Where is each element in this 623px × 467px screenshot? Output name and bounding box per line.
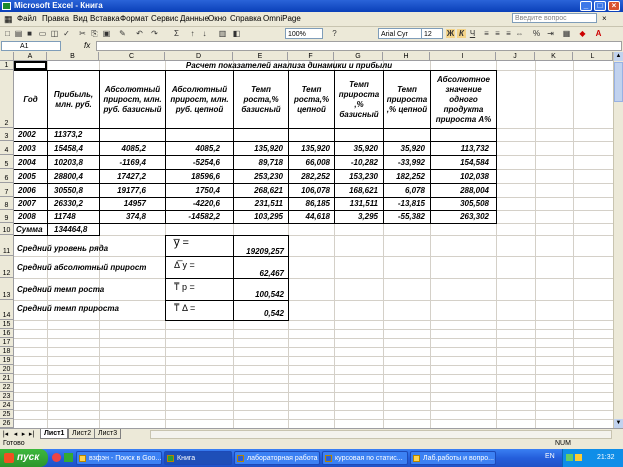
cell[interactable]: 2003	[18, 144, 36, 153]
row-header[interactable]: 26	[0, 419, 14, 428]
header-abs-chain: Абсолютный прирост, млн. руб. цепной	[170, 84, 229, 114]
cell[interactable]: 2008	[18, 212, 36, 221]
cell[interactable]: 44,618	[305, 212, 330, 221]
cell[interactable]: 28800,4	[54, 172, 83, 181]
excel-icon	[167, 455, 174, 462]
percent-icon[interactable]: %	[532, 29, 541, 38]
language-indicator[interactable]: EN	[545, 453, 555, 460]
maximize-button[interactable]: □	[594, 1, 606, 11]
scroll-up-icon[interactable]: ▲	[615, 53, 622, 59]
taskbar-button-label: взфэн - Поиск в Goo...	[89, 455, 162, 462]
col-header-l[interactable]: L	[573, 52, 613, 61]
cell[interactable]: -4220,6	[192, 199, 220, 208]
row-headers	[0, 61, 14, 428]
cell[interactable]: 2006	[18, 186, 36, 195]
cell[interactable]: 2005	[18, 172, 36, 181]
sheet-tab-3[interactable]: Лист3	[94, 429, 121, 439]
quicklaunch-opera-icon[interactable]	[52, 453, 61, 462]
menu-omnipage[interactable]: OmniPage	[263, 14, 301, 23]
row-header[interactable]: 18	[0, 347, 14, 356]
header-one-percent: Абсолютное значение одного продукта прироста А%	[435, 74, 492, 124]
last-sheet-icon[interactable]: ▸|	[28, 431, 35, 438]
menu-edit[interactable]: Правка	[42, 14, 70, 23]
summary-symbol: T̅ p =	[174, 282, 195, 292]
cell[interactable]: 14957	[123, 199, 146, 208]
select-all-corner[interactable]	[0, 52, 14, 61]
cell[interactable]: 2007	[18, 199, 36, 208]
taskbar-button-lab[interactable]	[234, 451, 320, 465]
col-header-f[interactable]: F	[288, 52, 334, 61]
ask-question-input[interactable]: Введите вопрос	[512, 13, 597, 23]
row-header[interactable]: 19	[0, 356, 14, 365]
col-header-j[interactable]: J	[496, 52, 535, 61]
sheet-menu-icon[interactable]: ▦	[4, 14, 13, 24]
word-icon	[237, 455, 244, 462]
row-header[interactable]: 24	[0, 401, 14, 410]
tray-volume-icon[interactable]	[575, 454, 582, 461]
summary-label[interactable]: Средний абсолютный прирост	[17, 263, 147, 272]
summary-label[interactable]: Средний уровень ряда	[17, 244, 109, 253]
taskbar-button-course[interactable]	[322, 451, 408, 465]
menu-file[interactable]: Файл	[17, 14, 37, 23]
cell[interactable]: 2004	[18, 158, 36, 167]
row-header[interactable]: 11	[0, 235, 14, 256]
num-lock-indicator: NUM	[555, 440, 571, 447]
cell[interactable]: 168,621	[349, 186, 378, 195]
col-header-h[interactable]: H	[383, 52, 430, 61]
cell[interactable]: 374,8	[125, 212, 146, 221]
menu-help[interactable]: Справка	[230, 14, 262, 23]
cell[interactable]: 282,252	[301, 172, 330, 181]
cell[interactable]: 268,621	[254, 186, 283, 195]
excel-app-icon	[2, 2, 11, 10]
cell[interactable]: 263,302	[460, 212, 489, 221]
cell[interactable]: 4085,2	[121, 144, 146, 153]
menu-window[interactable]: Окно	[208, 14, 227, 23]
taskbar	[0, 449, 623, 467]
tray-network-icon[interactable]	[566, 454, 573, 461]
cell[interactable]: -5254,6	[192, 158, 220, 167]
align-left-icon[interactable]: ≡	[484, 29, 489, 38]
col-header-k[interactable]: K	[535, 52, 573, 61]
cell[interactable]: 113,732	[460, 144, 489, 153]
sheet-tab-1[interactable]: Лист1	[40, 429, 68, 439]
summary-value[interactable]: 100,542	[255, 290, 284, 299]
scroll-thumb[interactable]	[614, 62, 623, 102]
col-header-b[interactable]: B	[47, 52, 99, 61]
cell[interactable]: 288,004	[460, 186, 489, 195]
horizontal-scrollbar[interactable]	[150, 430, 612, 439]
cell[interactable]: 106,078	[301, 186, 330, 195]
row-header[interactable]: 23	[0, 392, 14, 401]
cell[interactable]: 1750,4	[195, 186, 220, 195]
window-title: Microsoft Excel - Книга	[14, 1, 103, 10]
cell[interactable]: -1169,4	[119, 158, 146, 167]
cell[interactable]: -55,382	[397, 212, 425, 221]
formula-input[interactable]	[96, 41, 622, 51]
menu-format[interactable]: Формат	[120, 14, 149, 23]
cell[interactable]: -10,282	[350, 158, 378, 167]
taskbar-button-questions[interactable]	[410, 451, 496, 465]
standard-toolbar	[0, 27, 623, 42]
summary-symbol: T̅ Δ =	[174, 303, 196, 313]
header-growth-base: Темп роста,% базисный	[241, 84, 281, 114]
zoom-select[interactable]: 100%	[285, 28, 323, 39]
cell[interactable]: 6,078	[404, 186, 425, 195]
start-button[interactable]	[0, 449, 48, 467]
cell[interactable]: 2002	[18, 130, 36, 139]
cell[interactable]: 135,920	[254, 144, 283, 153]
cell[interactable]: 11748	[54, 212, 76, 221]
row-header[interactable]: 3	[0, 128, 14, 141]
summary-label[interactable]: Средний темп роста	[17, 285, 105, 294]
sum-label[interactable]: Сумма	[16, 225, 43, 234]
prev-sheet-icon[interactable]: ◂	[13, 431, 18, 438]
help-icon[interactable]: ?	[332, 29, 337, 38]
open-icon[interactable]: ▤	[14, 29, 23, 38]
borders-icon[interactable]: ▦	[562, 29, 571, 38]
scroll-down-icon[interactable]: ▼	[615, 420, 622, 426]
cell[interactable]: 18596,6	[191, 172, 220, 181]
header-profit: Прибыль, млн. руб.	[53, 89, 94, 109]
cell[interactable]: 182,252	[396, 172, 425, 181]
cell[interactable]: 15458,4	[54, 144, 83, 153]
row-header[interactable]: 21	[0, 374, 14, 383]
windows-logo-icon	[4, 453, 14, 463]
doc-close-icon[interactable]: ×	[602, 14, 607, 23]
indent-icon[interactable]: ⇥	[547, 29, 554, 38]
taskbar-button-label: Лаб.работы и вопро...	[423, 455, 494, 462]
taskbar-button-label: курсовая по статис...	[335, 455, 403, 462]
font-color-icon[interactable]: A	[595, 29, 602, 38]
row-header[interactable]: 2	[0, 70, 14, 128]
header-year: Год	[23, 94, 38, 104]
header-abs-base: Абсолютный прирост, млн. руб. базисный	[103, 84, 162, 114]
row-header[interactable]: 8	[0, 197, 14, 210]
cell[interactable]: -14582,2	[188, 212, 220, 221]
first-sheet-icon[interactable]: |◂	[2, 431, 9, 438]
col-header-d[interactable]: D	[165, 52, 233, 61]
table-title: Расчет показателей анализа динамики и прибыли	[185, 61, 393, 70]
header-increase-base: Темп прироста ,% базисный	[338, 79, 380, 119]
menu-data[interactable]: Данные	[180, 14, 209, 23]
align-right-icon[interactable]: ≡	[506, 29, 511, 38]
row-header[interactable]: 17	[0, 338, 14, 347]
cell[interactable]: -13,815	[397, 199, 425, 208]
col-header-e[interactable]: E	[233, 52, 288, 61]
worksheet-grid[interactable]	[14, 61, 613, 428]
title-bar	[0, 0, 623, 12]
cell[interactable]: 89,718	[258, 158, 283, 167]
col-header-g[interactable]: G	[334, 52, 383, 61]
row-header[interactable]: 20	[0, 365, 14, 374]
quicklaunch-desktop-icon[interactable]	[64, 453, 73, 462]
fx-icon[interactable]: fx	[84, 41, 91, 50]
taskbar-button-excel[interactable]	[164, 451, 232, 465]
cell[interactable]: 253,230	[254, 172, 283, 181]
column-headers	[0, 52, 623, 61]
status-text: Готово	[3, 440, 25, 447]
redo-icon[interactable]: ↷	[151, 29, 158, 38]
row-header[interactable]: 9	[0, 210, 14, 223]
sum-value[interactable]: 134464,8	[54, 225, 88, 234]
cell[interactable]: 135,920	[301, 144, 330, 153]
taskbar-button-label: Книга	[177, 455, 196, 462]
summary-symbol: Δ̅ y =	[174, 260, 195, 270]
close-button[interactable]: ×	[608, 1, 620, 11]
minimize-button[interactable]: _	[580, 1, 592, 11]
drawing-icon[interactable]: ◧	[232, 29, 241, 38]
cell[interactable]: 26330,2	[54, 199, 83, 208]
font-size-select[interactable]: 12	[421, 28, 443, 39]
undo-icon[interactable]: ↶	[136, 29, 143, 38]
cell[interactable]: 30550,8	[54, 186, 83, 195]
menu-insert[interactable]: Вставка	[90, 14, 120, 23]
cell[interactable]: -33,992	[397, 158, 425, 167]
header-growth-chain: Темп роста,% цепной	[293, 84, 330, 114]
selected-cell-a1[interactable]	[14, 61, 47, 70]
chart-wizard-icon[interactable]: ▥	[218, 29, 227, 38]
cell[interactable]: 35,920	[353, 144, 378, 153]
summary-value[interactable]: 62,467	[259, 269, 284, 278]
cell[interactable]: 153,230	[349, 172, 378, 181]
row-header[interactable]: 7	[0, 183, 14, 197]
autosum-icon[interactable]: Σ	[174, 29, 179, 38]
row-header[interactable]: 5	[0, 155, 14, 169]
cell[interactable]: 19177,6	[117, 186, 146, 195]
cell[interactable]: 305,508	[460, 199, 489, 208]
cell[interactable]: 103,295	[254, 212, 283, 221]
merge-center-icon[interactable]: ⇔	[515, 29, 524, 38]
save-icon[interactable]: ■	[27, 29, 32, 38]
cell[interactable]: 66,008	[305, 158, 330, 167]
summary-label[interactable]: Средний темп прироста	[17, 304, 119, 313]
format-painter-icon[interactable]: ✎	[119, 29, 126, 38]
bold-button[interactable]: Ж	[446, 29, 455, 38]
cell[interactable]: 231,511	[254, 199, 283, 208]
align-center-icon[interactable]: ≡	[495, 29, 500, 38]
header-increase-chain: Темп прироста ,% цепной	[386, 84, 428, 114]
status-bar	[0, 439, 623, 449]
word-icon	[325, 455, 332, 462]
system-tray	[562, 449, 623, 467]
preview-icon[interactable]: ◫	[50, 29, 59, 38]
taskbar-button-label: лабораторная работа	[247, 455, 318, 462]
col-header-a[interactable]: A	[14, 52, 47, 61]
font-select[interactable]: Arial Cyr	[378, 28, 428, 39]
row-header[interactable]: 12	[0, 256, 14, 278]
row-header[interactable]: 22	[0, 383, 14, 392]
copy-icon[interactable]: ⎘	[91, 29, 98, 38]
menu-view[interactable]: Вид	[73, 14, 88, 23]
row-header[interactable]: 4	[0, 141, 14, 155]
row-header[interactable]: 1	[0, 61, 14, 70]
cell[interactable]: 131,511	[349, 199, 378, 208]
clock[interactable]: 21:32	[597, 454, 615, 461]
cell[interactable]: 154,584	[460, 158, 489, 167]
menu-bar	[0, 12, 623, 27]
print-icon[interactable]: ▭	[38, 29, 47, 38]
cut-icon[interactable]: ✂	[79, 29, 86, 38]
italic-button[interactable]: К	[457, 29, 466, 38]
cell[interactable]: 86,185	[305, 199, 330, 208]
cell[interactable]: 17427,2	[117, 172, 146, 181]
row-header[interactable]: 13	[0, 278, 14, 300]
row-header[interactable]: 16	[0, 329, 14, 338]
sort-asc-icon[interactable]: ↑	[190, 29, 195, 38]
menu-tools[interactable]: Сервис	[151, 14, 179, 23]
taskbar-button-browser[interactable]	[76, 451, 162, 465]
browser-icon	[79, 455, 86, 462]
col-header-i[interactable]: I	[430, 52, 496, 61]
row-header[interactable]: 15	[0, 320, 14, 329]
summary-value[interactable]: 0,542	[263, 309, 284, 318]
spell-icon[interactable]: ✓	[63, 29, 70, 38]
next-sheet-icon[interactable]: ▸	[21, 431, 26, 438]
new-doc-icon[interactable]: □	[5, 29, 10, 38]
summary-symbol: y̅ =	[174, 237, 189, 249]
row-header[interactable]: 25	[0, 410, 14, 419]
row-header[interactable]: 14	[0, 300, 14, 320]
cell[interactable]: 102,038	[460, 172, 489, 181]
cell[interactable]: 4085,2	[195, 144, 220, 153]
sheet-tab-2[interactable]: Лист2	[68, 429, 95, 439]
underline-button[interactable]: Ч	[469, 29, 476, 38]
row-header[interactable]: 10	[0, 223, 14, 235]
paste-icon[interactable]: ▣	[102, 29, 111, 38]
vertical-scrollbar[interactable]	[613, 52, 623, 428]
cell[interactable]: 3,295	[357, 212, 378, 221]
name-box[interactable]: A1	[1, 41, 61, 51]
row-header[interactable]: 6	[0, 169, 14, 183]
summary-value[interactable]: 19209,257	[246, 247, 284, 256]
folder-icon	[413, 455, 420, 462]
cell[interactable]: 35,920	[400, 144, 425, 153]
sort-desc-icon[interactable]: ↓	[202, 29, 207, 38]
cell[interactable]: 11373,2	[54, 130, 83, 139]
col-header-c[interactable]: C	[99, 52, 165, 61]
cell[interactable]: 10203,8	[54, 158, 83, 167]
start-label: пуск	[17, 452, 40, 463]
fill-color-icon[interactable]: ◆	[579, 29, 586, 38]
